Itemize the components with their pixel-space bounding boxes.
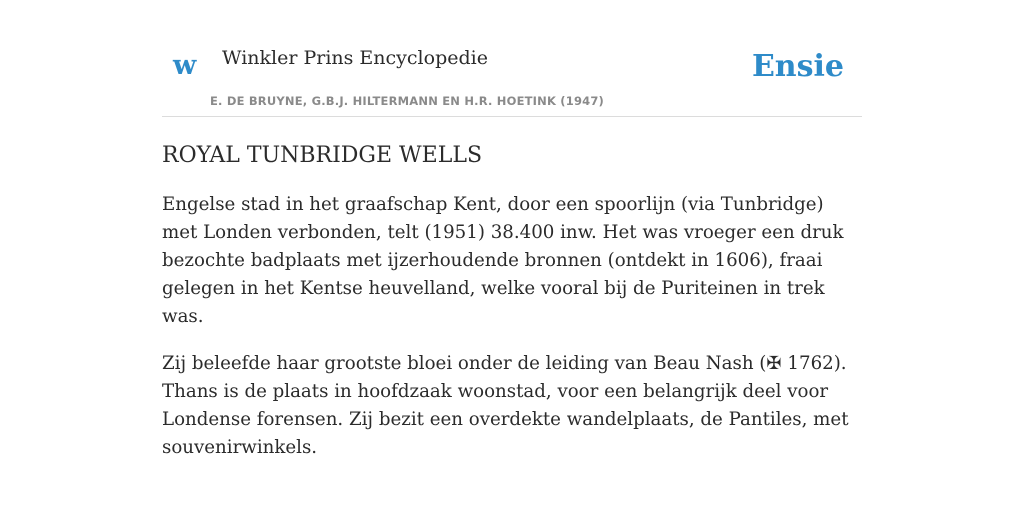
entry-paragraph-2: Zij beleefde haar grootste bloei onder de leiding van Beau Nash (✠ 1762). Thans is de plaats in hoofdzaak woonstad, voor een belangrijk deel voor Londense forensen. Zij bezit een overdekte wandelplaats, de Pantiles, met souvenirwinkels. [162,353,849,459]
entry-title: ROYAL TUNBRIDGE WELLS [162,143,483,168]
entry-paragraph-1: Engelse stad in het graafschap Kent, door een spoorlijn (via Tunbridge) met Londen verbonden, telt (1951) 38.400 inw. Het was vroeger een druk bezochte badplaats met ijzerhoudende bronnen (ontdekt in 1606), fraai gelegen in het Kentse heuvelland, welke vooral bij de Puriteinen in trek was. [162,194,844,328]
source-header [162,0,862,117]
source-logo[interactable]: w [173,50,197,81]
brand-logo[interactable]: Ensie [751,49,844,84]
page-content [162,0,862,462]
source-title[interactable]: Winkler Prins Encyclopedie [222,47,488,69]
source-authors: E. DE BRUYNE, G.B.J. HILTERMANN EN H.R. HOETINK (1947) [210,94,605,108]
